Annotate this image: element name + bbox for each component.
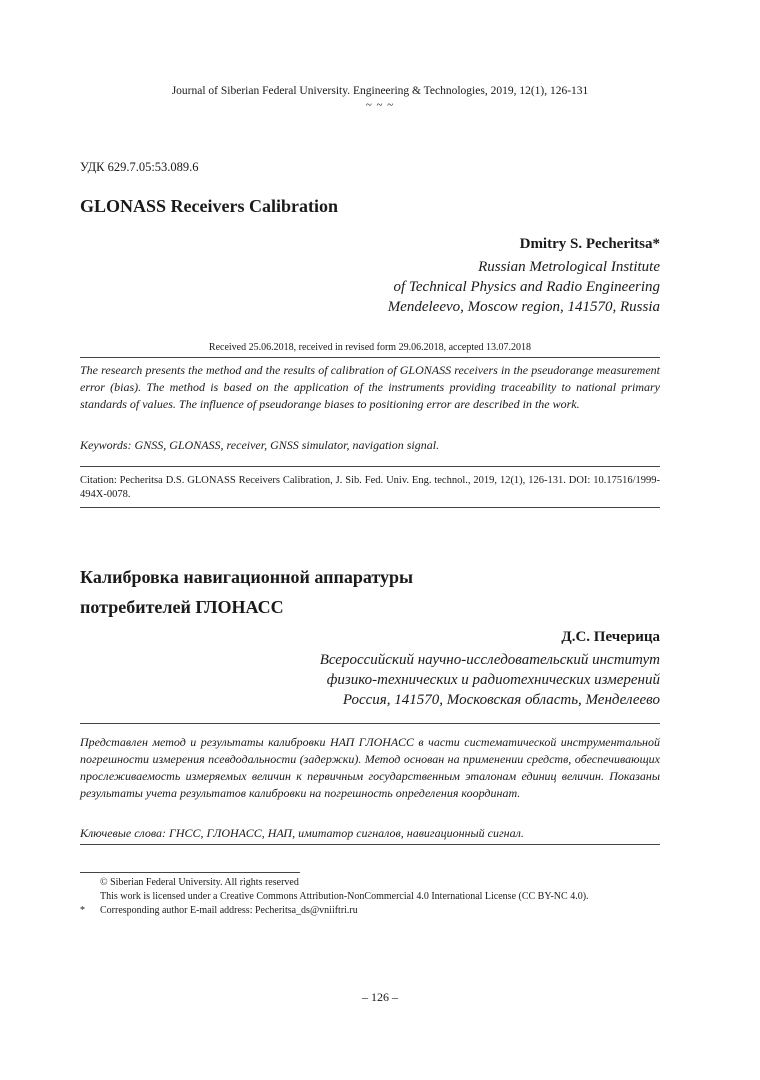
footnote-star: * xyxy=(80,905,85,916)
divider xyxy=(80,357,660,358)
footnote-row xyxy=(80,904,680,918)
affiliation-en xyxy=(388,257,660,317)
received-dates: Received 25.06.2018, received in revised form 29.06.2018, accepted 13.07.2018 xyxy=(208,342,532,353)
footnote-mark xyxy=(80,876,100,890)
affiliation-ru xyxy=(320,650,660,710)
footnote-divider xyxy=(80,872,300,873)
keywords-en: Keywords: GNSS, GLONASS, receiver, GNSS simulator, navigation signal. xyxy=(80,438,440,452)
keywords-ru: Ключевые слова: ГНСС, ГЛОНАСС, НАП, имитатор сигналов, навигационный сигнал. xyxy=(80,826,524,840)
affiliation-line: of Technical Physics and Radio Engineering xyxy=(393,279,660,295)
abstract-ru: Представлен метод и результаты калибровки НАП ГЛОНАСС в части систематической инструментальной погрешности измерения псевдодальности (задержки). Метод основан на применении средств, обеспечивающих прослеживаемость измеряемых величин к первичным государственным эталонам единиц величин. Показаны результаты учета результатов калибровки на погрешность определения координат. xyxy=(80,735,660,800)
divider xyxy=(80,466,660,467)
author-name-en: Dmitry S. Pecheritsa* xyxy=(519,236,660,252)
footnote-row xyxy=(80,890,680,904)
title-ru-line: потребителей ГЛОНАСС xyxy=(80,597,284,617)
udc-code: УДК 629.7.05:53.089.6 xyxy=(80,160,199,174)
divider xyxy=(80,723,660,724)
affiliation-line: Russian Metrological Institute xyxy=(478,259,660,275)
divider xyxy=(80,844,660,845)
license-note: This work is licensed under a Creative Commons Attribution-NonCommercial 4.0 International License (CC BY-NC 4.0). xyxy=(100,891,589,902)
page-number: – 126 – xyxy=(362,990,398,1004)
citation: Citation: Pecheritsa D.S. GLONASS Receivers Calibration, J. Sib. Fed. Univ. Eng. technol., 2019, 12(1), 126-131. DOI: 10.17516/1999-494X-0078. xyxy=(80,475,660,500)
footnote-row xyxy=(80,876,680,890)
corresponding-author-note: Corresponding author E-mail address: Pecheritsa_ds@vniiftri.ru xyxy=(100,905,358,916)
author-name-ru: Д.С. Печерица xyxy=(561,629,660,645)
title-ru-line: Калибровка навигационной аппаратуры xyxy=(80,567,414,587)
divider xyxy=(80,507,660,508)
affiliation-line: физико-технических и радиотехнических измерений xyxy=(326,672,660,688)
affiliation-line: Всероссийский научно-исследовательский институт xyxy=(319,652,660,668)
footnote-mark xyxy=(80,890,100,904)
header-separator: ~ ~ ~ xyxy=(365,99,395,111)
footnotes xyxy=(80,876,680,918)
copyright-note: © Siberian Federal University. All rights reserved xyxy=(100,877,299,888)
article-title-en: GLONASS Receivers Calibration xyxy=(80,196,338,216)
affiliation-line: Россия, 141570, Московская область, Менделеево xyxy=(342,692,660,708)
abstract-en: The research presents the method and the results of calibration of GLONASS receivers in the pseudorange measurement error (bias). The method is based on the application of the instruments providing traceability to national primary standards of values. The influence of pseudorange biases to positioning error are described in the work. xyxy=(80,363,660,411)
affiliation-line: Mendeleevo, Moscow region, 141570, Russia xyxy=(387,299,660,315)
article-title-ru xyxy=(80,562,580,622)
journal-header: Journal of Siberian Federal University. Engineering & Technologies, 2019, 12(1), 126-131 xyxy=(171,85,589,97)
